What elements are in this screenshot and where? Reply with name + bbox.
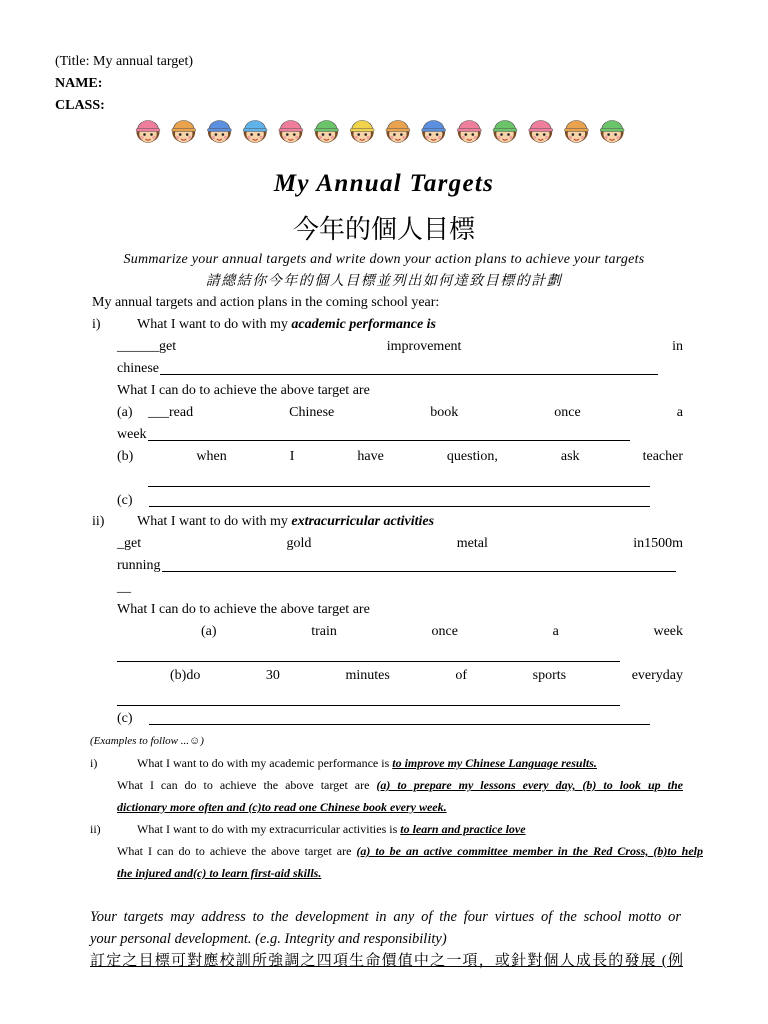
example-2-action-answer-2: the injured and(c) to learn first-aid skills. bbox=[117, 866, 322, 880]
section-1-target-text: chinese bbox=[117, 361, 159, 376]
section-1-action-b-line-1: (b) when I have question, ask teacher bbox=[117, 449, 683, 464]
example-2-prompt: What I want to do with my extracurricular activities is bbox=[137, 822, 401, 836]
section-2-action-b-line-1: (b)do 30 minutes of sports everyday bbox=[170, 668, 683, 683]
cartoon-face-icon bbox=[493, 121, 517, 143]
examples-header: (Examples to follow ...☺) bbox=[90, 735, 204, 747]
cartoon-face-icon bbox=[457, 121, 481, 143]
section-2-prompt: What I want to do with my bbox=[137, 514, 292, 529]
blank-line bbox=[148, 427, 630, 441]
blank-line bbox=[149, 711, 650, 725]
example-1-action-answer-2: dictionary more often and (c)to read one Chinese book every week. bbox=[117, 800, 447, 814]
document-title-line: (Title: My annual target) bbox=[55, 54, 194, 69]
example-1-action-prompt: What I can do to achieve the above target are bbox=[117, 778, 377, 792]
section-1-action-c-marker: (c) bbox=[117, 493, 133, 508]
section-2-target-line-2 bbox=[117, 558, 676, 574]
instructions: Summarize your annual targets and write down your action plans to achieve your targets bbox=[123, 252, 645, 267]
cartoon-face-icon bbox=[386, 121, 410, 143]
example-2-action-answer-1: (a) to be an active committee member in the Red Cross, (b)to help bbox=[356, 844, 703, 858]
cartoon-face-icon bbox=[172, 121, 196, 143]
blank-line bbox=[117, 661, 620, 662]
intro-text: My annual targets and action plans in the coming school year: bbox=[92, 295, 440, 310]
cartoon-face-icon bbox=[600, 121, 624, 143]
cartoon-face-icon bbox=[529, 121, 553, 143]
footer-note-line-2: your personal development. (e.g. Integrity and responsibility) bbox=[90, 931, 447, 947]
example-1-marker: i) bbox=[90, 756, 98, 770]
section-1-action-a-marker: (a) bbox=[117, 405, 133, 420]
page-title-chinese: 今年的個人目標 bbox=[292, 215, 475, 244]
example-2-marker: ii) bbox=[90, 822, 101, 836]
section-1-action-c bbox=[117, 493, 650, 509]
class-label: CLASS: bbox=[55, 98, 105, 113]
section-1-action-prompt: What I can do to achieve the above target are bbox=[117, 383, 370, 398]
section-1-question bbox=[137, 317, 436, 333]
blank-line bbox=[117, 705, 620, 706]
example-1-question bbox=[137, 756, 597, 770]
example-1-answer: to improve my Chinese Language results. bbox=[392, 756, 597, 770]
cartoon-face-icon bbox=[279, 121, 303, 143]
example-2-action-prompt: What I can do to achieve the above target are bbox=[117, 844, 357, 858]
blank-line bbox=[148, 486, 650, 487]
example-1-prompt: What I want to do with my academic performance is bbox=[137, 756, 393, 770]
section-2-target-line-1: _get gold metal in1500m bbox=[117, 536, 683, 551]
cartoon-face-icon bbox=[350, 121, 374, 143]
section-1-action-a-line-2 bbox=[117, 427, 630, 443]
cartoon-face-icon bbox=[564, 121, 588, 143]
blank-line bbox=[160, 361, 658, 375]
section-1-prompt: What I want to do with my bbox=[137, 317, 292, 332]
footer-note-line-1: Your targets may address to the development in any of the four virtues of the school motto or bbox=[90, 909, 681, 925]
example-2-action-line-2 bbox=[117, 866, 321, 880]
cartoon-face-icon bbox=[243, 121, 267, 143]
section-2-action-c-marker: (c) bbox=[117, 711, 133, 726]
footer-note-chinese: 訂定之目標可對應校訓所強調之四項生命價值中之一項，或針對個人成長的發展 (例 bbox=[90, 953, 683, 969]
instructions-chinese: 請總結你今年的個人目標並列出如何達致目標的計劃 bbox=[205, 274, 563, 289]
section-2-focus: extracurricular activities bbox=[291, 514, 435, 529]
cartoon-face-icon bbox=[315, 121, 339, 143]
section-1-action-a-line-1: ___read Chinese book once a bbox=[148, 405, 683, 420]
cartoon-face-icon bbox=[422, 121, 446, 143]
example-1-action-line-2 bbox=[117, 800, 447, 814]
section-1-target-line-1: ______get improvement in bbox=[117, 339, 683, 354]
section-1-marker: i) bbox=[92, 317, 101, 332]
section-2-action-c bbox=[117, 711, 650, 727]
example-2-answer: to learn and practice love bbox=[400, 822, 526, 836]
example-2-question bbox=[137, 822, 526, 836]
example-1-action-answer-1: (a) to prepare my lessons every day, (b) to look up the bbox=[376, 778, 683, 792]
section-2-action-a-line-1: (a) train once a week bbox=[201, 624, 683, 639]
section-2-target-line-3: __ bbox=[117, 580, 131, 595]
cartoon-face-icon bbox=[136, 121, 160, 143]
example-2-action-line-1 bbox=[117, 844, 703, 858]
cartoon-face-icon bbox=[207, 121, 231, 143]
blank-line bbox=[149, 493, 650, 507]
example-1-action-line-1 bbox=[117, 778, 683, 792]
blank-line bbox=[162, 558, 676, 572]
section-2-target-text: running bbox=[117, 558, 161, 573]
cartoon-faces-banner bbox=[0, 115, 768, 147]
section-2-marker: ii) bbox=[92, 514, 105, 529]
section-1-action-a-text: week bbox=[117, 427, 147, 442]
page-title: My Annual Targets bbox=[273, 170, 495, 197]
section-1-focus: academic performance is bbox=[291, 317, 437, 332]
section-1-target-line-2 bbox=[117, 361, 658, 377]
section-2-action-prompt: What I can do to achieve the above target are bbox=[117, 602, 370, 617]
name-label: NAME: bbox=[55, 76, 103, 91]
section-2-question bbox=[137, 514, 434, 530]
